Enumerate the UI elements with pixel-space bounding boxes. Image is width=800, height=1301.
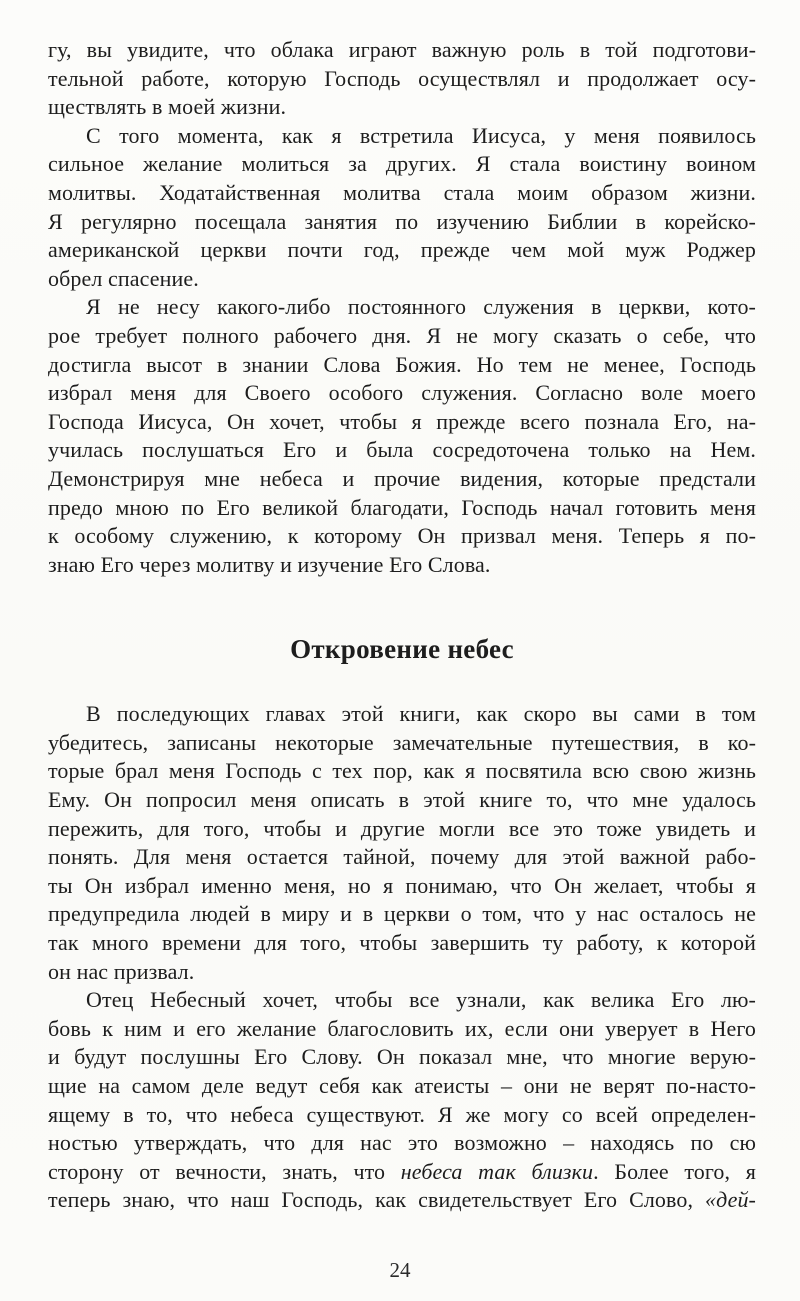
text-segment: сторону от вечности, знать, что	[48, 1158, 401, 1184]
text-line: Господа Иисуса, Он хочет, чтобы я прежде всего познала Его, на-	[48, 408, 756, 434]
text-line: предупредила людей в миру и в церкви о том, что у нас осталось не	[48, 901, 756, 927]
text-line: сильное желание молиться за других. Я стала воистину воином	[48, 151, 756, 177]
text-line: так много времени для того, чтобы завершить ту работу, к которой	[48, 930, 756, 956]
text-line: молитвы. Ходатайственная молитва стала моим образом жизни.	[48, 179, 756, 205]
text-line: обрел спасение.	[48, 265, 199, 291]
paragraph	[48, 122, 756, 294]
text-line: ностью утверждать, что для нас это возможно – находясь по сю	[48, 1130, 756, 1156]
text-line: Я регулярно посещала занятия по изучению Библии в корейско-	[48, 208, 756, 234]
text-line: В последующих главах этой книги, как скоро вы сами в том	[86, 701, 756, 727]
text-line: избрал меня для Своего особого служения. Согласно воле моего	[48, 380, 756, 406]
text-line: бовь к ним и его желание благословить их, если они уверует в Него	[48, 1015, 756, 1041]
text-line: Отец Небесный хочет, чтобы все узнали, как велика Его лю-	[86, 987, 756, 1013]
text-line: американской церкви почти год, прежде чем мой муж Роджер	[48, 237, 756, 263]
paragraph	[48, 36, 756, 122]
text-line: ты Он избрал именно меня, но я понимаю, что Он желает, чтобы я	[48, 872, 756, 898]
text-line: достигла высот в знании Слова Божия. Но тем не менее, Господь	[48, 351, 756, 377]
text-line: щие на самом деле ведут себя как атеисты – они не верят по-насто-	[48, 1073, 756, 1098]
text-line: знаю Его через молитву и изучение Его Слова.	[48, 551, 491, 577]
chapter-heading: Откровение небес	[290, 634, 514, 665]
text-line: пережить, для того, чтобы и другие могли все это тоже увидеть и	[48, 815, 756, 841]
paragraph	[48, 700, 756, 986]
text-line: и будут послушны Его Слову. Он показал мне, что многие верую-	[48, 1044, 756, 1070]
text-line: предо мною по Его великой благодати, Господь начал готовить меня	[48, 494, 756, 520]
text-line: Я не несу какого-либо постоянного служения в церкви, кото-	[86, 294, 756, 320]
text-line: Демонстрируя мне небеса и прочие видения, которые предстали	[48, 465, 756, 491]
paragraph	[48, 986, 756, 1215]
text-line	[48, 1186, 756, 1215]
italic-text: небеса так близки	[400, 1158, 594, 1184]
text-line: понять. Для меня остается тайной, почему для этой важной рабо-	[48, 844, 756, 870]
text-line: убедитесь, записаны некоторые замечательные путешествия, в ко-	[48, 729, 756, 755]
text-line: торые брал меня Господь с тех пор, как я посвятила всю свою жизнь	[48, 758, 756, 784]
text-segment: . Более того, я	[593, 1158, 756, 1184]
text-line: ящему в то, что небеса существуют. Я же могу со всей определен-	[48, 1101, 756, 1127]
text-line: тельной работе, которую Господь осуществлял и продолжает осу-	[48, 65, 756, 91]
text-line: рое требует полного рабочего дня. Я не могу сказать о себе, что	[48, 322, 756, 348]
text-segment: теперь знаю, что наш Господь, как свидетельствует Его Слово,	[48, 1187, 705, 1213]
text-line: он нас призвал.	[48, 958, 195, 984]
text-line: училась послушаться Его и была сосредоточена только на Нем.	[48, 437, 756, 463]
paragraph	[48, 293, 756, 579]
text-line: к особому служению, к которому Он призвал меня. Теперь я по-	[48, 523, 756, 549]
text-line	[48, 1158, 756, 1187]
page-number: 24	[389, 1258, 411, 1282]
text-line: гу, вы увидите, что облака играют важную роль в той подготови-	[48, 37, 756, 62]
text-line: С того момента, как я встретила Иисуса, у меня появилось	[86, 122, 756, 148]
italic-text: «дей-	[705, 1187, 756, 1213]
text-line: Ему. Он попросил меня описать в этой книге то, что мне удалось	[48, 787, 756, 813]
text-line: ществлять в моей жизни.	[48, 94, 287, 120]
